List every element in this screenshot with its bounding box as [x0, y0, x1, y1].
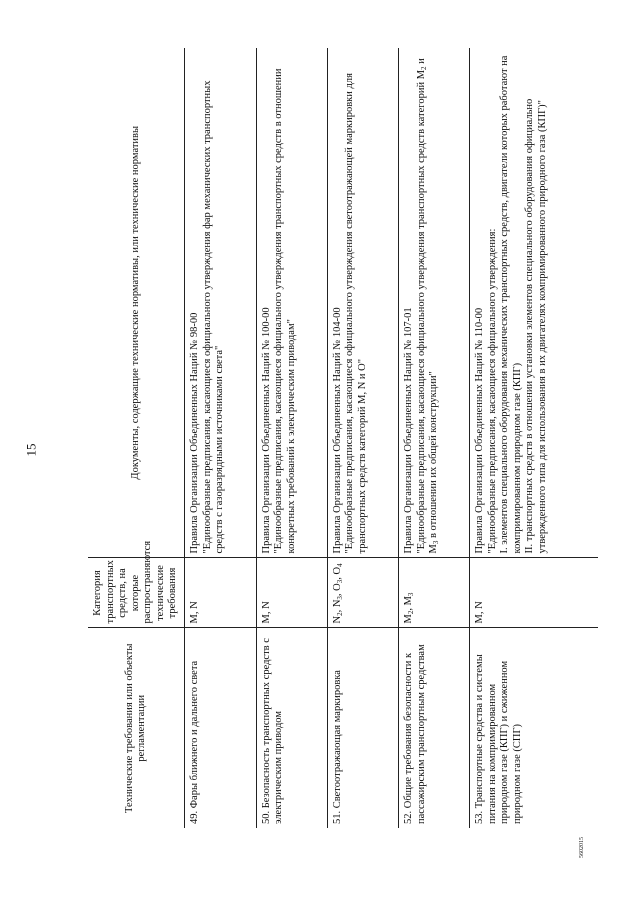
table-row	[328, 48, 399, 828]
requirement-cell: 51. Светоотражающая маркировка	[331, 670, 343, 824]
documents-cell	[399, 48, 470, 558]
document-line: II. транспортных средств в отношении установки элементов специального оборудования официально утвержденного типа для использования в их двигателях компримированного природного газа (КПГ)"	[524, 98, 548, 554]
category-cell: M, N	[257, 558, 328, 628]
document-line: Правила Организации Объединенных Наций № 100-00	[260, 307, 272, 554]
table-row	[470, 48, 598, 828]
document-line: Правила Организации Объединенных Наций № 98-00	[189, 312, 200, 554]
documents-cell	[257, 48, 328, 558]
document-line: I. элементов специального оборудования механических транспортных средств, двигатели которых работают на компримированном природном газе (КПГ)	[499, 55, 523, 554]
regulations-table	[88, 48, 598, 828]
table-row	[185, 48, 257, 828]
table-row	[399, 48, 470, 828]
document-line: "Единообразные предписания, касающиеся официального утверждения транспортных средств категорий $M_2$ и $M_3$ в отношении их общей конструкции"	[415, 58, 441, 554]
document-line: "Единообразные предписания, касающиеся официального утверждения:	[486, 228, 498, 554]
document-line: "Единообразные предписания, касающиеся официального утверждения транспортных средств в отношении конкретных требований к электрическим приводам"	[273, 68, 297, 554]
document-line: "Единообразные предписания, касающиеся официального утверждения светоотражающей маркировки для транспортных средств категорий M, N и O"	[344, 73, 368, 554]
category-cell: M, N	[470, 558, 598, 628]
requirement-cell: 50. Безопасность транспортных средств с электрическим приводом	[260, 638, 285, 824]
header-documents: Документы, содержащие технические нормативы, или технические нормативы	[88, 48, 185, 558]
header-requirements: Технические требования или объекты регламентации	[88, 628, 185, 828]
category-cell: $N_2$, $N_3$, $O_3$, $O_4$	[328, 558, 399, 628]
header-vehicle-category: Категория транспортных средств, на которые распространяются технические требования	[88, 558, 185, 628]
documents-cell	[185, 48, 257, 558]
category-cell: $M_2$, $M_3$	[399, 558, 470, 628]
table-container	[88, 48, 598, 828]
documents-cell	[470, 48, 598, 558]
page-number: 15	[23, 443, 39, 457]
table-body	[185, 48, 599, 828]
table-row	[257, 48, 328, 828]
requirement-cell: 53. Транспортные средства и системы питания на компримированном природном газе (КПГ) и сжиженном природном газе (СПГ)	[474, 654, 523, 824]
document-code: 5602015	[579, 837, 585, 858]
category-cell: M, N	[185, 558, 257, 628]
requirement-cell: 52. Общие требования безопасности к пассажирским транспортным средствам	[403, 644, 427, 824]
requirement-cell: 49. Фары ближнего и дальнего света	[189, 660, 200, 824]
table-header-row	[88, 48, 185, 828]
documents-cell	[328, 48, 399, 558]
document-line: Правила Организации Объединенных Наций № 107-01	[403, 307, 415, 554]
document-line: Правила Организации Объединенных Наций № 110-00	[474, 307, 486, 554]
document-line: "Единообразные предписания, касающиеся официального утверждения фар механических транспортных средств с газоразрядными источниками света"	[201, 80, 225, 554]
document-line: Правила Организации Объединенных Наций № 104-00	[331, 307, 343, 554]
